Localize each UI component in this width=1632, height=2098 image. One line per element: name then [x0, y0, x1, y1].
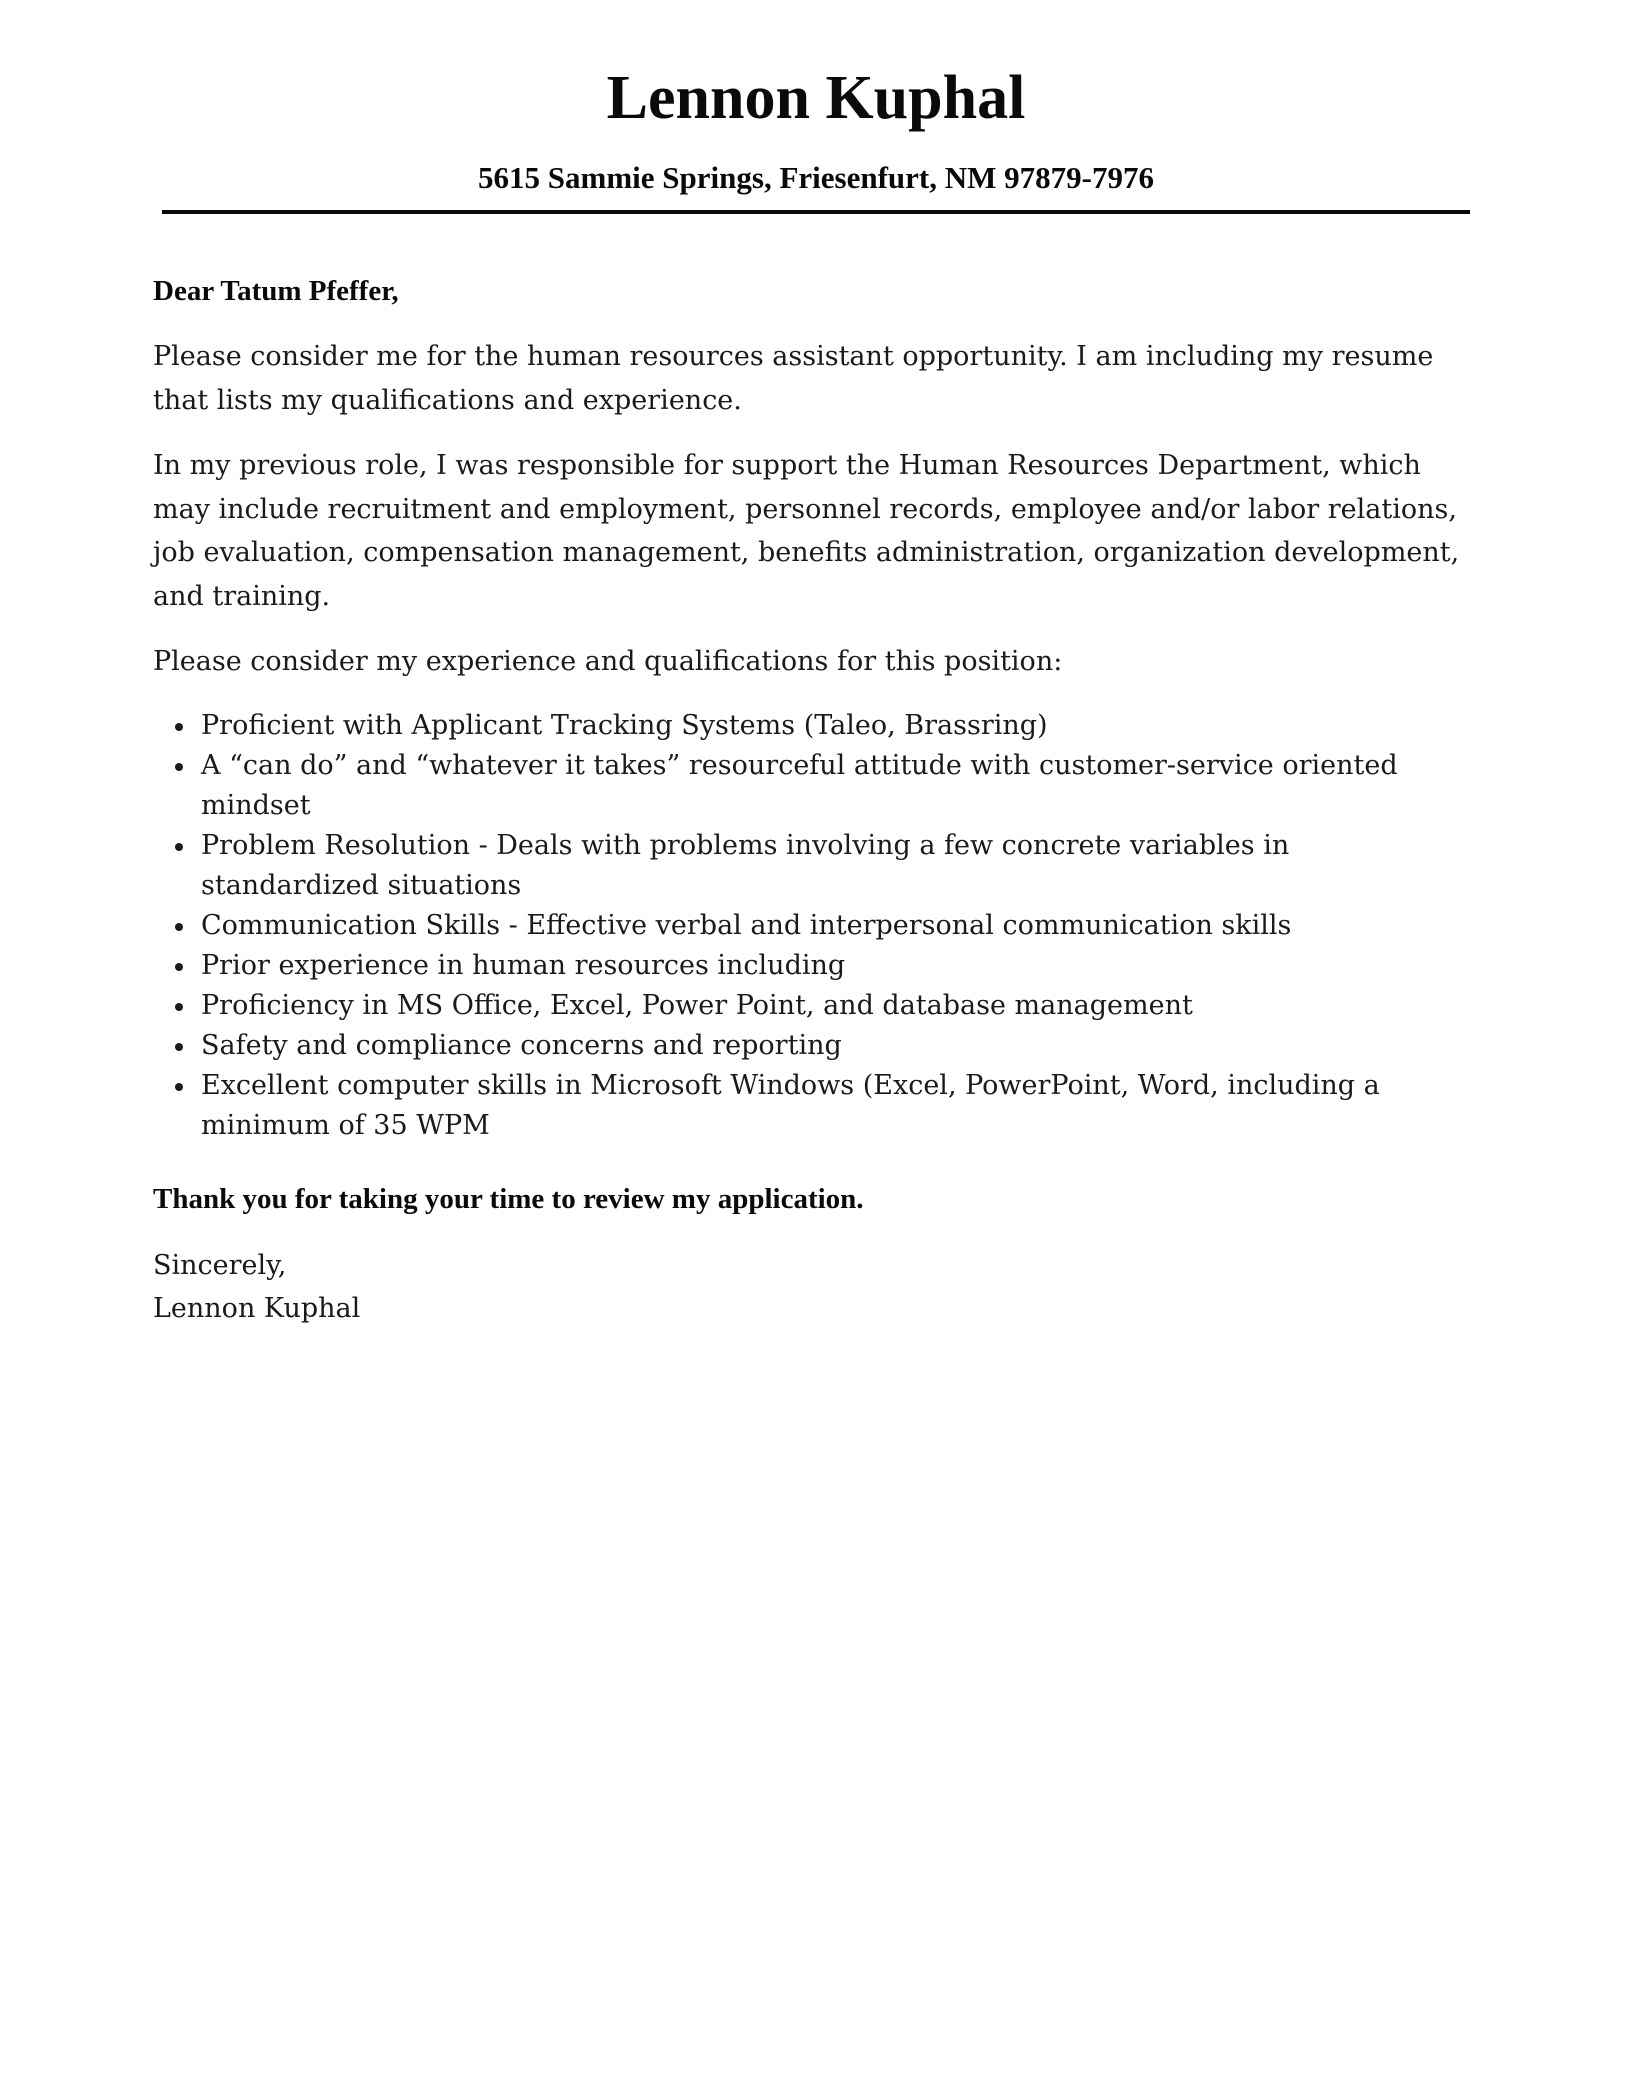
- list-item: [153, 906, 1473, 946]
- letter-body: [153, 272, 1473, 1330]
- letter-header: [162, 52, 1470, 198]
- bullet-icon: [175, 763, 183, 771]
- list-item-text: Safety and compliance concerns and reporting: [201, 1029, 842, 1061]
- list-item-text: Excellent computer skills in Microsoft Windows (Excel, PowerPoint, Word, including a minimum of 35 WPM: [201, 1069, 1380, 1141]
- list-item: [153, 1026, 1473, 1066]
- list-item: [153, 746, 1473, 826]
- paragraph-qualifications-lead: Please consider my experience and qualifications for this position:: [153, 646, 1063, 677]
- sender-address: 5615 Sammie Springs, Friesenfurt, NM 97879-7976: [478, 160, 1154, 195]
- bullet-icon: [175, 923, 183, 931]
- signoff: Sincerely,: [153, 1249, 287, 1281]
- list-item-text: Proficient with Applicant Tracking Systems (Taleo, Brassring): [201, 709, 1048, 741]
- bullet-icon: [175, 1003, 183, 1011]
- sender-name: Lennon Kuphal: [606, 64, 1026, 132]
- qualifications-list: [153, 706, 1473, 1146]
- list-item-text: A “can do” and “whatever it takes” resourceful attitude with customer-service oriented mindset: [201, 749, 1398, 821]
- bullet-icon: [175, 723, 183, 731]
- salutation: Dear Tatum Pfeffer,: [153, 275, 399, 307]
- list-item-text: Prior experience in human resources including: [201, 949, 846, 981]
- list-item-text: Proficiency in MS Office, Excel, Power Point, and database management: [201, 989, 1193, 1021]
- bullet-icon: [175, 1083, 183, 1091]
- paragraph-intro: Please consider me for the human resources assistant opportunity. I am including my resume that lists my qualifications and experience.: [153, 341, 1434, 416]
- list-item: [153, 986, 1473, 1026]
- bullet-icon: [175, 963, 183, 971]
- list-item: [153, 826, 1473, 906]
- bullet-icon: [175, 843, 183, 851]
- list-item-text: Problem Resolution - Deals with problems involving a few concrete variables in standardized situations: [201, 829, 1290, 901]
- paragraph-experience: In my previous role, I was responsible for support the Human Resources Department, which may include recruitment and employment, personnel records, employee and/or labor relations, job evaluation, compensation management, benefits administration, organization development, and training.: [153, 450, 1460, 612]
- list-item-text: Communication Skills - Effective verbal and interpersonal communication skills: [201, 909, 1292, 941]
- header-divider: [162, 210, 1470, 214]
- closing-statement: Thank you for taking your time to review my application.: [153, 1182, 864, 1215]
- signature-name: Lennon Kuphal: [153, 1292, 361, 1324]
- list-item: [153, 1066, 1473, 1146]
- list-item: [153, 706, 1473, 746]
- bullet-icon: [175, 1043, 183, 1051]
- list-item: [153, 946, 1473, 986]
